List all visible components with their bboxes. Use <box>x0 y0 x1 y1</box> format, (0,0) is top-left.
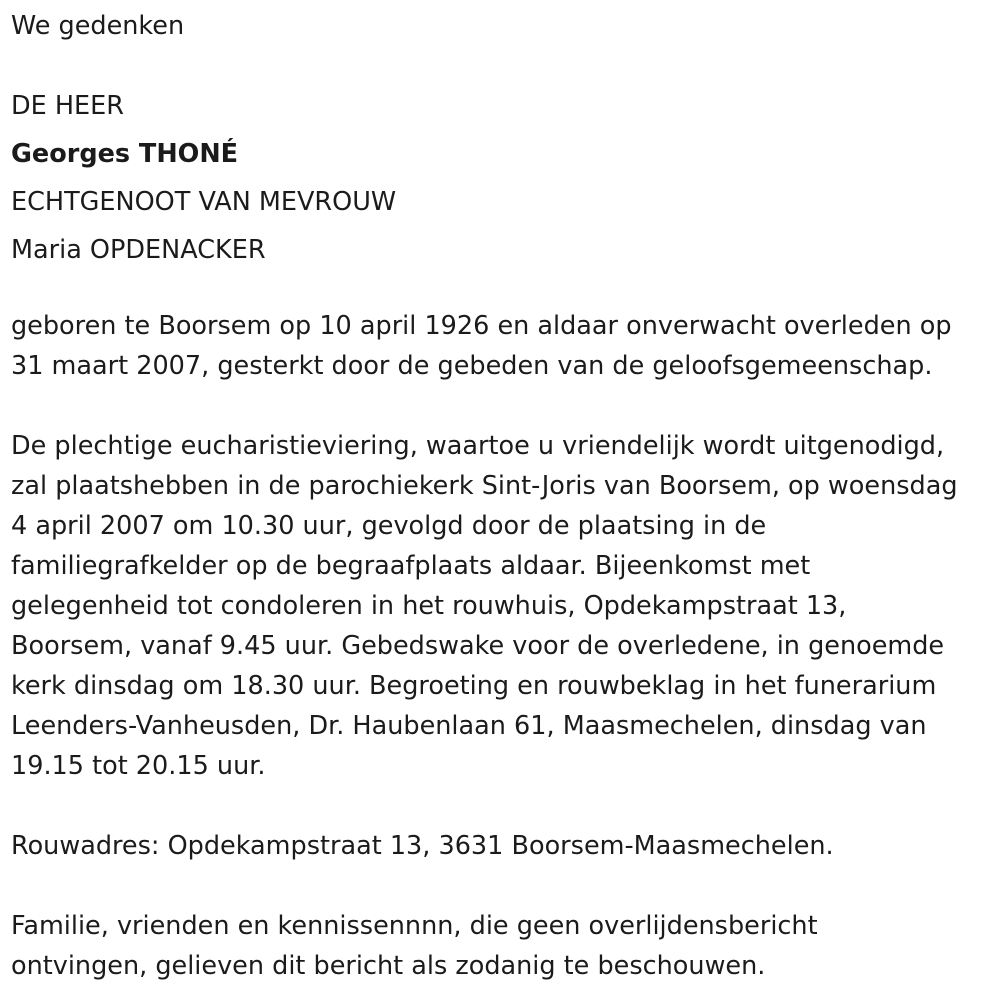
deceased-name: Georges THONÉ <box>11 139 239 169</box>
birth-death-paragraph: geboren te Boorsem op 10 april 1926 en aldaar onverwacht overleden op 31 maart 2007, gesterkt door de gebeden van de geloofsgemeenschap. <box>11 311 952 381</box>
spouse-name: Maria OPDENACKER <box>11 235 266 265</box>
death-notice <box>11 0 993 986</box>
spacer <box>11 50 993 82</box>
spacer <box>11 386 993 426</box>
relation-text: ECHTGENOOT VAN MEVROUW <box>11 187 397 217</box>
ceremony-paragraph: De plechtige eucharistieviering, waartoe u vriendelijk wordt uitgenodigd, zal plaatshebben in de parochiekerk Sint-Joris van Boorsem, op woensdag 4 april 2007 om 10.30 uur, gevolgd door de plaatsing in de familiegrafkelder op de begraafplaats aldaar. Bijeenkomst met gelegenheid tot condoleren in het rouwhuis, Opdekampstraat 13, Boorsem, vanaf 9.45 uur. Gebedswake voor de overledene, in genoemde kerk dinsdag om 18.30 uur. Begroeting en rouwbeklag in het funerarium Leenders-Vanheusden, Dr. Haubenlaan 61, Maasmechelen, dinsdag van 19.15 tot 20.15 uur. <box>11 431 958 781</box>
address-paragraph: Rouwadres: Opdekampstraat 13, 3631 Boorsem-Maasmechelen. <box>11 831 834 861</box>
closing-paragraph: Familie, vrienden en kennissennnn, die geen overlijdensbericht ontvingen, gelieven dit bericht als zodanig te beschouwen. <box>11 911 818 981</box>
intro-text: We gedenken <box>11 11 185 41</box>
spacer <box>11 866 993 906</box>
honorific-title: DE HEER <box>11 91 124 121</box>
spacer <box>11 274 993 306</box>
spacer <box>11 786 993 826</box>
